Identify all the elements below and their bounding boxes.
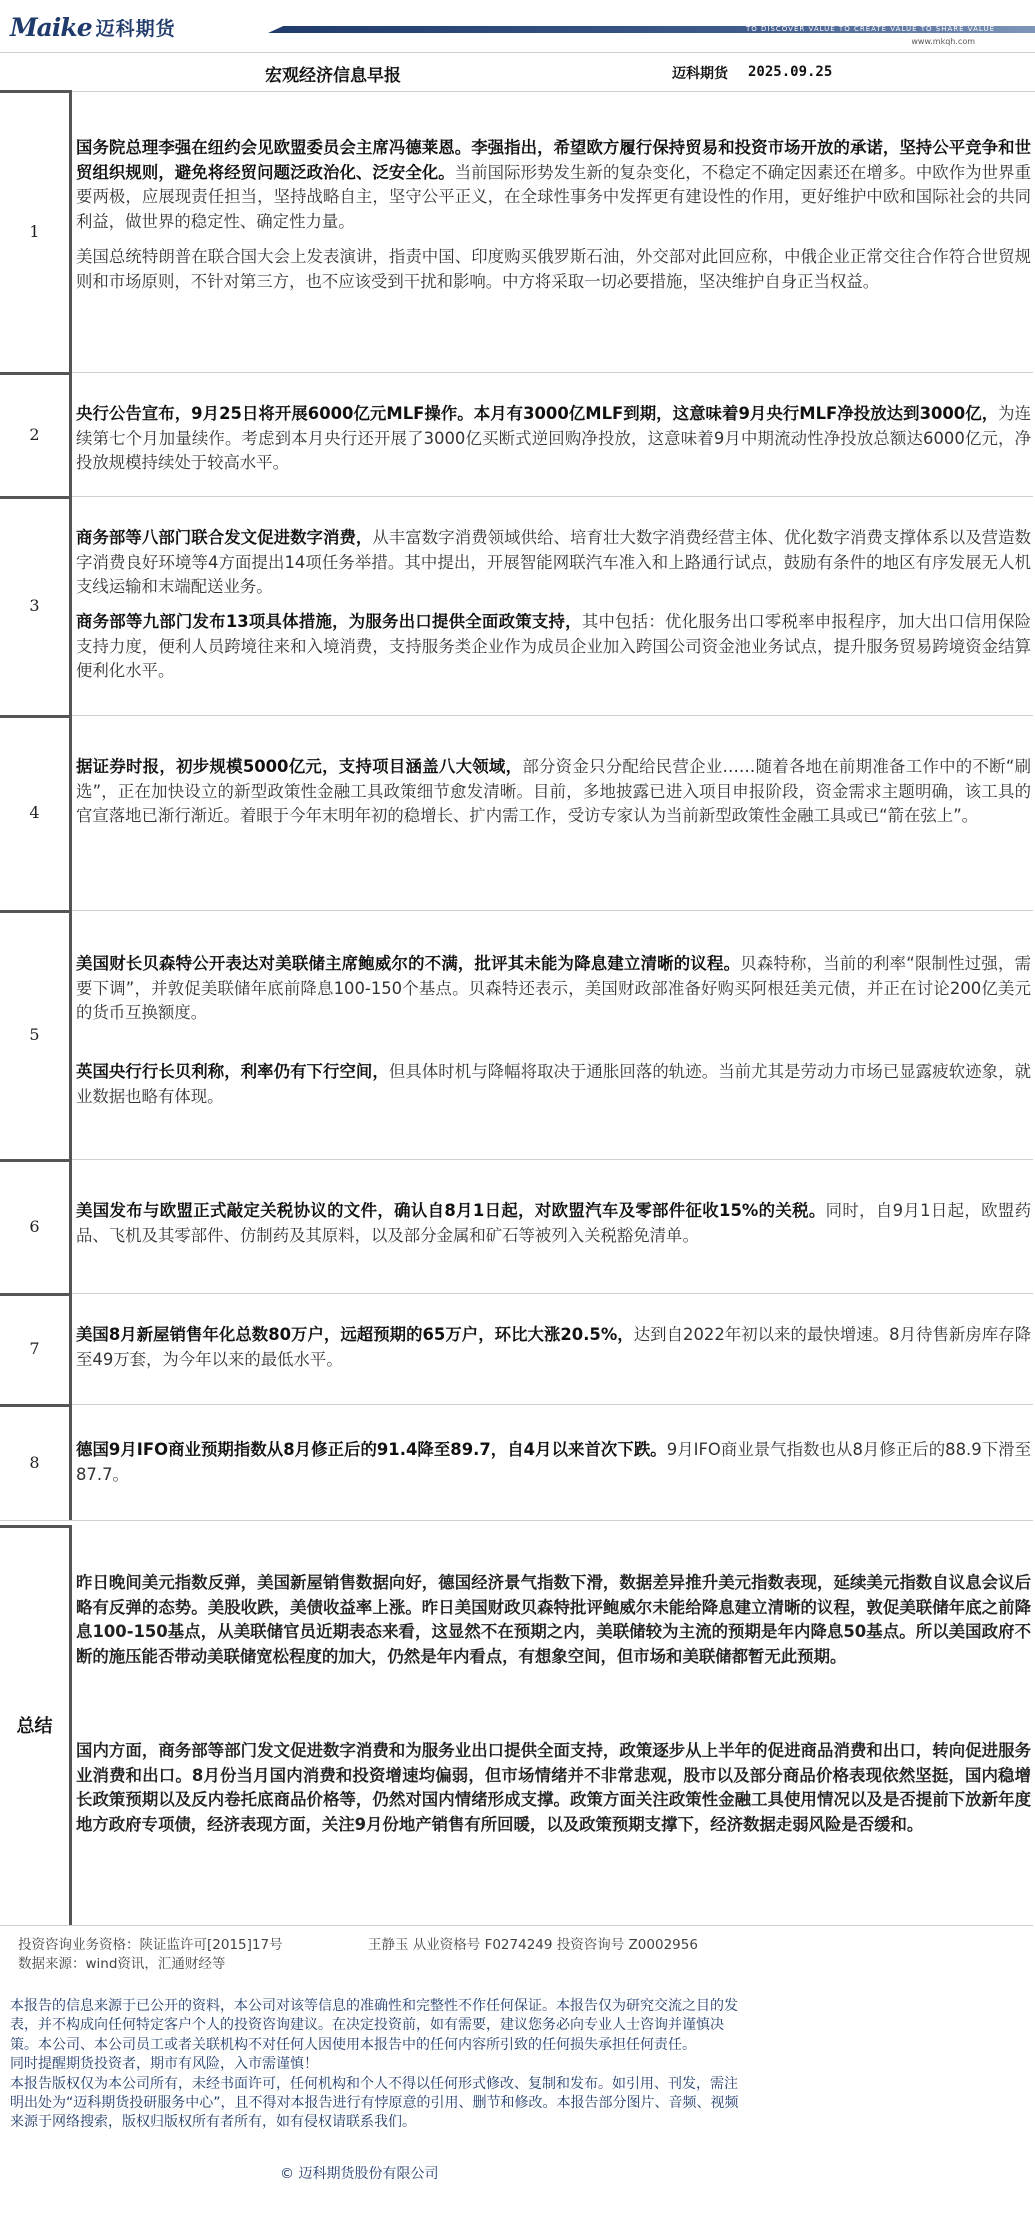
row-number: 5: [0, 910, 72, 1159]
risk-warning: 同时提醒期货投资者，期市有风险，入市需谨慎！: [10, 2056, 318, 2073]
row-number: 6: [0, 1159, 72, 1293]
news-body: 但具体时机与降幅将取决于通胀回落的轨迹。当前尤其是劳动力市场已显露疲软迹象，就业数据也略有体现。: [76, 1062, 1032, 1106]
summary-paragraph: 昨日晚间美元指数反弹，美国新屋销售数据向好，德国经济景气指数下滑，数据差异推升美元指数表现，延续美元指数自议息会议后略有反弹的态势。美股收跌，美债收益率上涨。昨日美国财政贝森特批评鲍威尔未能给降息建立清晰的议程，敦促美联储年底之前降息100-150基点，从美联储官员近期表态来看，这显然不在预期之内，美联储较为主流的预期是年内降息50基点。所以美国政府不断的施压能否带动美联储宽松程度的加大，仍然是年内看点，有想象空间，但市场和美联储都暂无此预期。: [76, 1573, 1031, 1666]
website-link[interactable]: www.mkqh.com: [911, 37, 975, 46]
copyright: © 迈科期货股份有限公司: [280, 2166, 439, 2182]
news-body: 9月IFO商业景气指数也从8月修正后的88.9下滑至87.7。: [76, 1440, 1031, 1484]
news-body: 其中包括：优化服务出口零税率申报程序，加大出口信用保险支持力度，便利人员跨境往来和入境消费，支持服务类企业作为成员企业加入跨国公司资金池业务试点，提升服务贸易跨境资金结算便利化水平。: [76, 612, 1032, 680]
news-headline: 美国8月新屋销售年化总数80万户，远超预期的65万户，环比大涨20.5%，: [76, 1325, 634, 1344]
news-body: 同时，自9月1日起，欧盟药品、飞机及其零部件、仿制药及其原料，以及部分金属和矿石等被列入关税豁免清单。: [76, 1201, 1032, 1245]
row-content: [76, 372, 1031, 496]
row-content: [76, 1404, 1031, 1520]
news-body: 当前国际形势发生新的复杂变化，不稳定不确定因素还在增多。中欧作为世界重要两极，应展现责任担当，坚持战略自主，坚守公平正义，在全球性事务中发挥更有建设性的作用，更好维护中欧和国际社会的共同利益，做世界的稳定性、确定性力量。: [76, 162, 1032, 231]
news-row: [0, 1293, 1033, 1405]
news-body: 达到自2022年初以来的最快增速。8月待售新房库存降至49万套，为今年以来的最低水平。: [76, 1325, 1031, 1369]
row-number: 2: [0, 372, 72, 496]
summary-content: [76, 1525, 1031, 1925]
row-number: 1: [0, 90, 72, 372]
news-row: [0, 372, 1033, 497]
news-headline: 商务部等九部门发布13项具体措施，为服务出口提供全面政策支持，: [76, 612, 582, 631]
analyst-text: 王静玉 从业资格号 F0274249 投资咨询号 Z0002956: [368, 1937, 698, 1953]
data-source-text: 数据来源：wind资讯，汇通财经等: [18, 1956, 226, 1972]
logo-cn: 迈科期货: [95, 17, 176, 40]
row-content: [76, 1159, 1031, 1293]
news-body: 为连续第七个月加量续作。考虑到本月央行还开展了3000亿买断式逆回购净投放，这意味着9月中期流动性净投放总额达6000亿元，净投放规模持续处于较高水平。: [76, 404, 1032, 472]
row-content: [76, 496, 1031, 715]
news-paragraph: [76, 136, 1031, 234]
news-paragraph: [76, 1199, 1031, 1248]
row-content: [76, 910, 1031, 1159]
news-paragraph: [76, 1323, 1031, 1372]
row-number: 3: [0, 496, 72, 715]
news-row: [0, 90, 1033, 373]
summary-label-cell: [0, 1525, 72, 1925]
row-content: [76, 715, 1031, 910]
news-body: 贝森特称，当前的利率“限制性过强，需要下调”，并敦促美联储年底前降息100-150个基点。贝森特还表示，美国财政部准备好购买阿根廷美元债，并正在讨论200亿美元的货币互换额度。: [76, 954, 1031, 1022]
news-paragraph: [76, 526, 1031, 600]
logo-latin: Maike: [10, 12, 92, 42]
news-row: [0, 1159, 1033, 1294]
news-headline: 据证券时报，初步规模5000亿元，支持项目涵盖八大领域，: [76, 757, 523, 776]
news-headline: 商务部等八部门联合发文促进数字消费，: [76, 528, 373, 547]
page-header: [0, 0, 1035, 52]
row-number: 7: [0, 1293, 72, 1404]
news-headline: 德国9月IFO商业预期指数从8月修正后的91.4降至89.7，自4月以来首次下跌。: [76, 1440, 667, 1459]
qualification-text: 投资咨询业务资格：陕证监许可[2015]17号: [18, 1937, 283, 1953]
news-row: [0, 1404, 1033, 1521]
row-content: [76, 1293, 1031, 1404]
news-headline: 美国发布与欧盟正式敲定关税协议的文件，确认自8月1日起，对欧盟汽车及零部件征收15%的关税。: [76, 1201, 826, 1220]
summary-row: [0, 1525, 1033, 1926]
news-paragraph: [76, 402, 1031, 476]
news-headline: 国务院总理李强在纽约会见欧盟委员会主席冯德莱恩。李强指出，希望欧方履行保持贸易和投资市场开放的承诺，坚持公平竞争和世贸组织规则，避免将经贸问题泛政治化、泛安全化。: [76, 138, 1031, 182]
news-paragraph: [76, 610, 1031, 684]
news-headline: 美国财长贝森特公开表达对美联储主席鲍威尔的不满，批评其未能为降息建立清晰的议程。: [76, 954, 741, 973]
news-paragraph: [76, 1438, 1031, 1487]
company-logo: [10, 14, 176, 40]
disclaimer-paragraph: 本报告的信息来源于已公开的资料，本公司对该等信息的准确性和完整性不作任何保证。本报告仅为研究交流之目的发表，并不构成向任何特定客户个人的投资咨询建议。在决定投资前，如有需要，建议您务必向专业人士咨询并谨慎决策。本公司、本公司员工或者关联机构不对任何人因使用本报告中的任何内容所引致的任何损失承担任何责任。: [10, 1998, 738, 2053]
news-paragraph: [76, 1060, 1031, 1109]
slogan: TO DISCOVER VALUE TO CREATE VALUE TO SHARE VALUE: [746, 25, 995, 33]
news-body: 部分资金只分配给民营企业……随着各地在前期准备工作中的不断“刷选”，正在加快设立的新型政策性金融工具政策细节愈发清晰。目前，多地披露已进入项目申报阶段，资金需求主题明确，该工具的官宣落地已渐行渐近。着眼于今年末明年初的稳增长、扩内需工作，受访专家认为当前新型政策性金融工具或已“箭在弦上”。: [76, 757, 1031, 825]
summary-label: 总结: [16, 1716, 53, 1737]
news-body: 从丰富数字消费领域供给、培育壮大数字消费经营主体、优化数字消费支撑体系以及营造数字消费良好环境等4方面提出14项任务举措。其中提出，开展智能网联汽车准入和上路通行试点，鼓励有条件的地区有序发展无人机支线运输和末端配送业务。: [76, 528, 1032, 596]
copyright-notice: 本报告版权仅为本公司所有，未经书面许可，任何机构和个人不得以任何形式修改、复制和发布。如引用、刊发，需注明出处为“迈科期货投研服务中心”，且不得对本报告进行有悖原意的引用、删节和修改。本报告部分图片、音频、视频来源于网络搜索，版权归版权所有者所有，如有侵权请联系我们。: [10, 2075, 739, 2131]
disclaimer: [10, 1997, 740, 2133]
summary-paragraph: 国内方面，商务部等部门发文促进数字消费和为服务业出口提供全面支持，政策逐步从上半年的促进商品消费和出口，转向促进服务业消费和出口。8月份当月国内消费和投资增速均偏弱，但市场情绪并不非常悲观，股市以及部分商品价格表现依然坚挺，国内稳增长政策预期以及反内卷托底商品价格等，仍然对国内情绪形成支撑。政策方面关注政策性金融工具使用情况以及是否提前下放新年度地方政府专项债，经济表现方面，关注9月份地产销售有所回暖，以及政策预期支撑下，经济数据走弱风险是否缓和。: [76, 1741, 1031, 1834]
news-paragraph: [76, 245, 1031, 294]
news-paragraph: [76, 952, 1031, 1026]
news-headline: 央行公告宣布，9月25日将开展6000亿元MLF操作。本月有3000亿MLF到期，这意味着9月央行MLF净投放达到3000亿，: [76, 404, 999, 423]
row-content: [76, 90, 1031, 372]
report-title: 宏观经济信息早报: [265, 66, 401, 86]
news-row: [0, 910, 1033, 1160]
title-row: [0, 52, 1035, 92]
news-headline: 英国央行行长贝利称，利率仍有下行空间，: [76, 1062, 389, 1081]
report-company: 迈科期货: [672, 66, 728, 82]
row-number: 8: [0, 1404, 72, 1520]
row-number: 4: [0, 715, 72, 910]
report-date: 2025.09.25: [748, 64, 833, 80]
news-row: [0, 715, 1033, 911]
news-paragraph: [76, 755, 1031, 829]
news-row: [0, 496, 1033, 716]
news-body: 美国总统特朗普在联合国大会上发表演讲，指责中国、印度购买俄罗斯石油，外交部对此回应称，中俄企业正常交往合作符合世贸规则和市场原则，不针对第三方，也不应该受到干扰和影响。中方将采取一切必要措施，坚决维护自身正当权益。: [76, 247, 1031, 291]
